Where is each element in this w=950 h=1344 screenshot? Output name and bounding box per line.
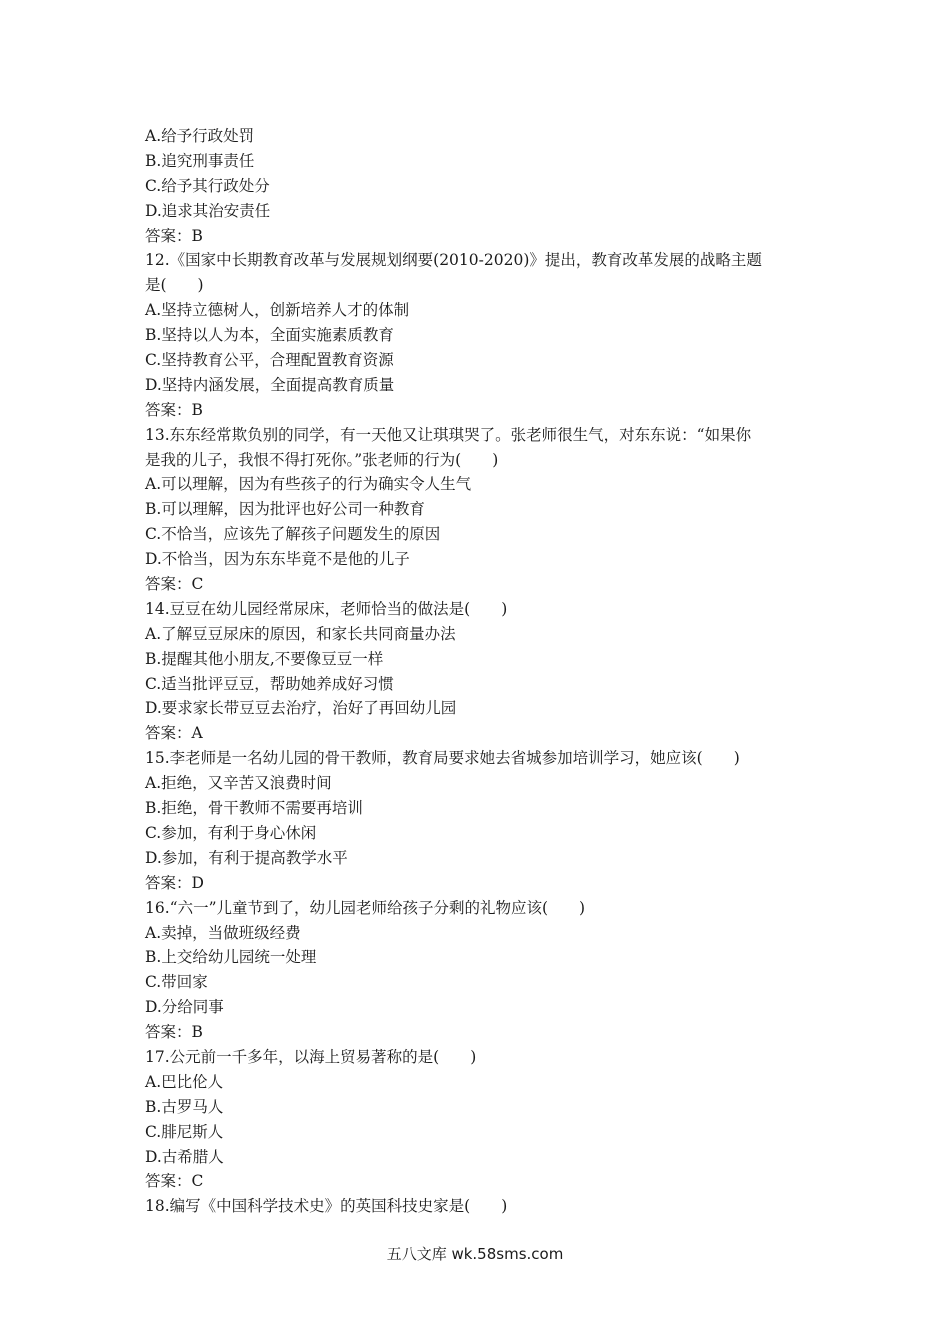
q14-option-b: B.提醒其他小朋友,不要像豆豆一样 — [145, 649, 384, 668]
q16-option-b: B.上交给幼儿园统一处理 — [145, 948, 317, 967]
q16-option-a: A.卖掉，当做班级经费 — [145, 923, 301, 942]
q13-stem-line2: 是我的儿子，我恨不得打死你。”张老师的行为( ) — [145, 450, 499, 469]
q12-option-a: A.坚持立德树人，创新培养人才的体制 — [145, 301, 410, 320]
q17-option-b: B.古罗马人 — [145, 1097, 224, 1116]
q16-option-c: C.带回家 — [145, 973, 208, 992]
q12-option-d: D.坚持内涵发展，全面提高教育质量 — [145, 375, 395, 394]
q11-option-c: C.给予其行政处分 — [145, 176, 270, 195]
q15-stem: 15.李老师是一名幼儿园的骨干教师，教育局要求她去省城参加培训学习，她应该( ) — [145, 749, 740, 768]
q18-stem: 18.编写《中国科学技术史》的英国科技史家是( ) — [145, 1197, 508, 1216]
q11-option-d: D.追求其治安责任 — [145, 201, 271, 220]
q17-answer: 答案：C — [145, 1172, 204, 1191]
q16-answer: 答案：B — [145, 1023, 203, 1042]
q11-option-b: B.追究刑事责任 — [145, 151, 255, 170]
q12-stem-line1: 12.《国家中长期教育改革与发展规划纲要(2010-2020)》提出，教育改革发展的战略主题 — [145, 251, 762, 270]
q13-option-c: C.不恰当，应该先了解孩子问题发生的原因 — [145, 525, 441, 544]
q13-answer: 答案：C — [145, 575, 204, 594]
q17-option-c: C.腓尼斯人 — [145, 1122, 224, 1141]
q13-option-d: D.不恰当，因为东东毕竟不是他的儿子 — [145, 550, 410, 569]
q13-option-b: B.可以理解，因为批评也好公司一种教育 — [145, 500, 425, 519]
q13-stem-line1: 13.东东经常欺负别的同学，有一天他又让琪琪哭了。张老师很生气，对东东说：“如果你 — [145, 425, 752, 444]
q14-option-c: C.适当批评豆豆，帮助她养成好习惯 — [145, 674, 394, 693]
q15-option-b: B.拒绝，骨干教师不需要再培训 — [145, 799, 363, 818]
q16-stem: 16.“六一”儿童节到了，幼儿园老师给孩子分剩的礼物应该( ) — [145, 898, 586, 917]
footer-watermark: 五八文库 wk.58sms.com — [386, 1245, 564, 1263]
q17-option-a: A.巴比伦人 — [145, 1072, 224, 1091]
q13-option-a: A.可以理解，因为有些孩子的行为确实令人生气 — [145, 475, 472, 494]
q14-answer: 答案：A — [145, 724, 203, 743]
q11-answer: 答案：B — [145, 226, 203, 245]
q12-option-c: C.坚持教育公平，合理配置教育资源 — [145, 351, 394, 370]
q14-stem: 14.豆豆在幼儿园经常尿床，老师恰当的做法是( ) — [145, 599, 508, 618]
q16-option-d: D.分给同事 — [145, 998, 224, 1017]
q17-option-d: D.古希腊人 — [145, 1147, 224, 1166]
q15-option-d: D.参加，有利于提高教学水平 — [145, 848, 348, 867]
q11-option-a: A.给予行政处罚 — [145, 127, 255, 145]
q12-stem-line2: 是( ) — [145, 276, 204, 295]
q14-option-a: A.了解豆豆尿床的原因，和家长共同商量办法 — [145, 624, 456, 643]
q15-option-a: A.拒绝，又辛苦又浪费时间 — [145, 774, 332, 793]
q12-answer: 答案：B — [145, 400, 203, 419]
q15-option-c: C.参加，有利于身心休闲 — [145, 823, 317, 842]
q17-stem: 17.公元前一千多年，以海上贸易著称的是( ) — [145, 1047, 477, 1066]
q14-option-d: D.要求家长带豆豆去治疗，治好了再回幼儿园 — [145, 699, 457, 718]
q15-answer: 答案：D — [145, 873, 204, 892]
document-body — [145, 124, 810, 1219]
q12-option-b: B.坚持以人为本，全面实施素质教育 — [145, 326, 394, 345]
